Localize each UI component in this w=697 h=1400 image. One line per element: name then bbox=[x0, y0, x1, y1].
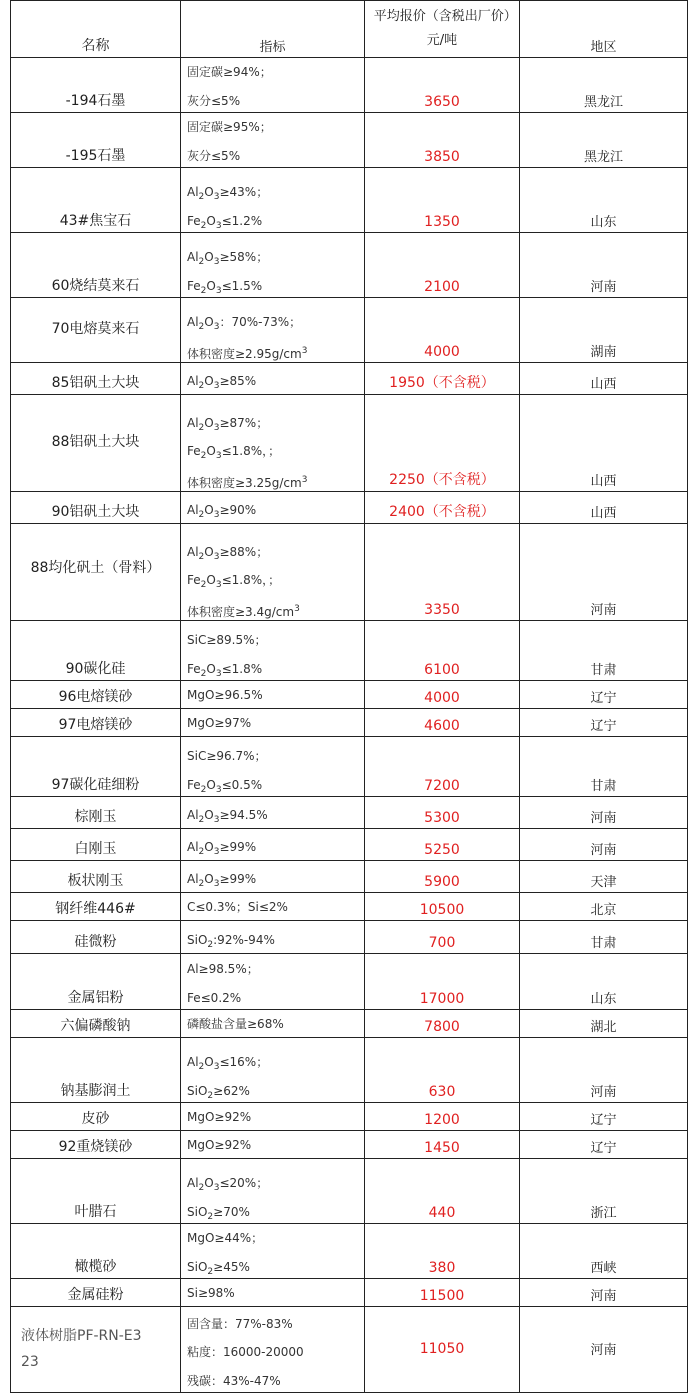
cell-spec bbox=[181, 797, 365, 829]
table-row bbox=[11, 395, 688, 492]
spec-line: 残碳：43%-47% bbox=[187, 1374, 281, 1388]
price-table bbox=[10, 0, 688, 1393]
spec-line: $Fe_2O_3\le 1.2\%$ bbox=[187, 214, 263, 231]
cell-spec bbox=[181, 829, 365, 861]
table-row bbox=[11, 1131, 688, 1159]
table-row bbox=[11, 1103, 688, 1131]
spec-line: $Fe_2O_3\le 1.8\%$ bbox=[187, 662, 263, 679]
cell-name: 棕刚玉 bbox=[11, 797, 181, 829]
cell-spec bbox=[181, 492, 365, 524]
cell-name: 88均化矾土（骨料） bbox=[11, 524, 181, 621]
table-row bbox=[11, 168, 688, 233]
table-row bbox=[11, 492, 688, 524]
cell-name: 70电熔莫来石 bbox=[11, 298, 181, 363]
cell-spec bbox=[181, 113, 365, 168]
spec-line: $Al_2O_3\ge 43\%$； bbox=[187, 185, 269, 202]
spec-line: $Al_2O_3\le 16\%$； bbox=[187, 1055, 269, 1072]
spec-line: $Fe_2O_3\le 1.5\%$ bbox=[187, 279, 263, 296]
table-row bbox=[11, 524, 688, 621]
table-row bbox=[11, 58, 688, 113]
cell-spec bbox=[181, 395, 365, 492]
cell-spec bbox=[181, 621, 365, 681]
spec-line: $Fe_2O_3\le 1.8\%$，； bbox=[187, 444, 281, 461]
spec-line: $Fe_2O_3\le 0.5\%$ bbox=[187, 778, 263, 795]
cell-price: 1950（不含税） bbox=[365, 363, 520, 395]
spec-line: 灰分≤5% bbox=[187, 149, 241, 163]
spec-line: $Al_2O_3\ge 88\%$； bbox=[187, 545, 269, 562]
cell-name: 皮砂 bbox=[11, 1103, 181, 1131]
cell-spec bbox=[181, 524, 365, 621]
cell-price: 1200 bbox=[365, 1103, 520, 1131]
cell-spec bbox=[181, 1038, 365, 1103]
cell-region: 河南 bbox=[520, 1038, 688, 1103]
cell-name: 92重烧镁砂 bbox=[11, 1131, 181, 1159]
spec-line: SiO$_2$≥45% bbox=[187, 1260, 250, 1277]
cell-spec bbox=[181, 1159, 365, 1224]
spec-line: $Al_2O_3\le 20\%$； bbox=[187, 1176, 269, 1193]
cell-region: 河南 bbox=[520, 797, 688, 829]
cell-region: 山西 bbox=[520, 395, 688, 492]
spec-line: 体积密度$\ge 3.4g/cm^3$ bbox=[187, 604, 300, 619]
cell-name: -195石墨 bbox=[11, 113, 181, 168]
table-row bbox=[11, 233, 688, 298]
cell-spec bbox=[181, 893, 365, 921]
cell-price: 17000 bbox=[365, 954, 520, 1010]
cell-spec bbox=[181, 737, 365, 797]
cell-region: 甘肃 bbox=[520, 921, 688, 954]
cell-region: 山东 bbox=[520, 954, 688, 1010]
cell-price: 5900 bbox=[365, 861, 520, 893]
cell-name: 60烧结莫来石 bbox=[11, 233, 181, 298]
spec-line: SiC≥89.5%； bbox=[187, 633, 267, 647]
spec-line: $Al_2O_3\ge 58\%$； bbox=[187, 250, 269, 267]
cell-name: 97电熔镁砂 bbox=[11, 709, 181, 737]
spec-line: MgO≥92% bbox=[187, 1110, 252, 1124]
spec-line: Al≥98.5%； bbox=[187, 962, 259, 976]
cell-price: 3350 bbox=[365, 524, 520, 621]
spec-line: SiO$_2$:92%-94% bbox=[187, 933, 275, 950]
cell-name: 白刚玉 bbox=[11, 829, 181, 861]
cell-region: 甘肃 bbox=[520, 621, 688, 681]
cell-spec bbox=[181, 681, 365, 709]
table-row bbox=[11, 113, 688, 168]
spec-line: MgO≥92% bbox=[187, 1138, 252, 1152]
cell-name: 金属铝粉 bbox=[11, 954, 181, 1010]
spec-line: 磷酸盐含量≥68% bbox=[187, 1017, 284, 1031]
cell-name: -194石墨 bbox=[11, 58, 181, 113]
cell-spec bbox=[181, 363, 365, 395]
table-row bbox=[11, 954, 688, 1010]
spec-line: Fe≤0.2% bbox=[187, 991, 242, 1005]
cell-name: 85铝矾土大块 bbox=[11, 363, 181, 395]
table-row bbox=[11, 1010, 688, 1038]
table-row bbox=[11, 681, 688, 709]
cell-name: 88铝矾土大块 bbox=[11, 395, 181, 492]
cell-region: 山西 bbox=[520, 492, 688, 524]
table-row bbox=[11, 709, 688, 737]
table-row bbox=[11, 921, 688, 954]
cell-region: 辽宁 bbox=[520, 709, 688, 737]
cell-region: 河南 bbox=[520, 233, 688, 298]
table-row bbox=[11, 298, 688, 363]
cell-spec bbox=[181, 1103, 365, 1131]
spec-line: SiC≥96.7%； bbox=[187, 749, 267, 763]
table-row bbox=[11, 363, 688, 395]
spec-line: 粘度：16000-20000 bbox=[187, 1345, 304, 1359]
header-region: 地区 bbox=[520, 1, 688, 58]
cell-price: 1450 bbox=[365, 1131, 520, 1159]
spec-line: $Al_2O_3\ge 85\%$ bbox=[187, 374, 257, 391]
spec-line: $Al_2O_3\ge 87\%$； bbox=[187, 416, 269, 433]
spec-line: Si≥98% bbox=[187, 1286, 235, 1300]
cell-spec bbox=[181, 168, 365, 233]
cell-price: 11500 bbox=[365, 1279, 520, 1307]
cell-spec bbox=[181, 954, 365, 1010]
spec-line: SiO$_2$≥62% bbox=[187, 1084, 250, 1101]
cell-price: 630 bbox=[365, 1038, 520, 1103]
cell-spec bbox=[181, 921, 365, 954]
spec-line: 灰分≤5% bbox=[187, 94, 241, 108]
cell-spec bbox=[181, 1131, 365, 1159]
cell-region: 湖南 bbox=[520, 298, 688, 363]
cell-spec bbox=[181, 861, 365, 893]
cell-region: 山东 bbox=[520, 168, 688, 233]
table-row bbox=[11, 1038, 688, 1103]
cell-price: 7200 bbox=[365, 737, 520, 797]
spec-line: SiO$_2$≥70% bbox=[187, 1205, 250, 1222]
spec-line: $Al_2O_3\ge 99\%$ bbox=[187, 872, 257, 889]
cell-name: 钠基膨润土 bbox=[11, 1038, 181, 1103]
cell-price: 7800 bbox=[365, 1010, 520, 1038]
cell-region: 辽宁 bbox=[520, 1103, 688, 1131]
spec-line: 固定碳≥94%； bbox=[187, 65, 272, 79]
cell-region: 北京 bbox=[520, 893, 688, 921]
header-spec: 指标 bbox=[181, 1, 365, 58]
header-name: 名称 bbox=[11, 1, 181, 58]
table-row bbox=[11, 1159, 688, 1224]
cell-region: 甘肃 bbox=[520, 737, 688, 797]
cell-name: 90碳化硅 bbox=[11, 621, 181, 681]
cell-price: 2250（不含税） bbox=[365, 395, 520, 492]
cell-price: 4000 bbox=[365, 298, 520, 363]
table-row bbox=[11, 1224, 688, 1279]
cell-price: 3650 bbox=[365, 58, 520, 113]
cell-price: 1350 bbox=[365, 168, 520, 233]
spec-line: $Al_2O_3\ge 90\%$ bbox=[187, 503, 257, 520]
cell-price: 3850 bbox=[365, 113, 520, 168]
cell-name: 六偏磷酸钠 bbox=[11, 1010, 181, 1038]
table-row bbox=[11, 737, 688, 797]
spec-line: MgO≥97% bbox=[187, 716, 252, 730]
cell-region: 浙江 bbox=[520, 1159, 688, 1224]
cell-price: 10500 bbox=[365, 893, 520, 921]
cell-name: 96电熔镁砂 bbox=[11, 681, 181, 709]
cell-price: 5300 bbox=[365, 797, 520, 829]
spec-line: MgO≥44%； bbox=[187, 1231, 264, 1245]
cell-region: 河南 bbox=[520, 1279, 688, 1307]
cell-region: 辽宁 bbox=[520, 1131, 688, 1159]
cell-region: 湖北 bbox=[520, 1010, 688, 1038]
cell-spec bbox=[181, 298, 365, 363]
cell-name: 叶腊石 bbox=[11, 1159, 181, 1224]
cell-region: 西峡 bbox=[520, 1224, 688, 1279]
table-row bbox=[11, 829, 688, 861]
cell-spec bbox=[181, 233, 365, 298]
spec-line: MgO≥96.5% bbox=[187, 688, 263, 702]
cell-region: 山西 bbox=[520, 363, 688, 395]
cell-spec bbox=[181, 58, 365, 113]
cell-price: 440 bbox=[365, 1159, 520, 1224]
cell-name: 43#焦宝石 bbox=[11, 168, 181, 233]
cell-region: 天津 bbox=[520, 861, 688, 893]
cell-price: 11050 bbox=[365, 1307, 520, 1393]
cell-price: 380 bbox=[365, 1224, 520, 1279]
table-row bbox=[11, 797, 688, 829]
cell-price: 2100 bbox=[365, 233, 520, 298]
cell-name: 90铝矾土大块 bbox=[11, 492, 181, 524]
cell-name: 板状刚玉 bbox=[11, 861, 181, 893]
cell-spec bbox=[181, 1224, 365, 1279]
spec-line: 体积密度$\ge 3.25g/cm^3$ bbox=[187, 475, 308, 490]
spec-line: 固含量：77%-83% bbox=[187, 1317, 293, 1331]
cell-name: 97碳化硅细粉 bbox=[11, 737, 181, 797]
spec-line: 固定碳≥95%； bbox=[187, 120, 272, 134]
table-row bbox=[11, 893, 688, 921]
cell-spec bbox=[181, 709, 365, 737]
spec-line: $Al_2O_3\ge 99\%$ bbox=[187, 840, 257, 857]
cell-spec bbox=[181, 1307, 365, 1393]
cell-name: 钢纤维446# bbox=[11, 893, 181, 921]
spec-line: $Al_2O_3\ge 94.5\%$ bbox=[187, 808, 268, 825]
cell-region: 河南 bbox=[520, 829, 688, 861]
cell-spec bbox=[181, 1010, 365, 1038]
cell-name: 液体树脂PF-RN-E323 bbox=[11, 1307, 181, 1393]
cell-region: 黑龙江 bbox=[520, 58, 688, 113]
cell-price: 4600 bbox=[365, 709, 520, 737]
cell-spec bbox=[181, 1279, 365, 1307]
cell-price: 700 bbox=[365, 921, 520, 954]
spec-line: $Fe_2O_3\le 1.8\%$，； bbox=[187, 573, 281, 590]
cell-price: 5250 bbox=[365, 829, 520, 861]
cell-name: 金属硅粉 bbox=[11, 1279, 181, 1307]
table-row bbox=[11, 1279, 688, 1307]
table-row bbox=[11, 1307, 688, 1393]
cell-region: 河南 bbox=[520, 524, 688, 621]
spec-line: $Al_2O_3$：70%-73%； bbox=[187, 315, 302, 332]
spec-line: 体积密度$\ge 2.95g/cm^3$ bbox=[187, 346, 308, 361]
cell-name: 硅微粉 bbox=[11, 921, 181, 954]
cell-price: 2400（不含税） bbox=[365, 492, 520, 524]
spec-line: C≤0.3%；Si≤2% bbox=[187, 900, 288, 914]
header-price: 平均报价（含税出厂价）元/吨 bbox=[365, 1, 520, 58]
cell-region: 辽宁 bbox=[520, 681, 688, 709]
table-row bbox=[11, 861, 688, 893]
cell-price: 6100 bbox=[365, 621, 520, 681]
header-row bbox=[11, 1, 688, 58]
cell-region: 黑龙江 bbox=[520, 113, 688, 168]
cell-price: 4000 bbox=[365, 681, 520, 709]
cell-name: 橄榄砂 bbox=[11, 1224, 181, 1279]
cell-region: 河南 bbox=[520, 1307, 688, 1393]
table-row bbox=[11, 621, 688, 681]
